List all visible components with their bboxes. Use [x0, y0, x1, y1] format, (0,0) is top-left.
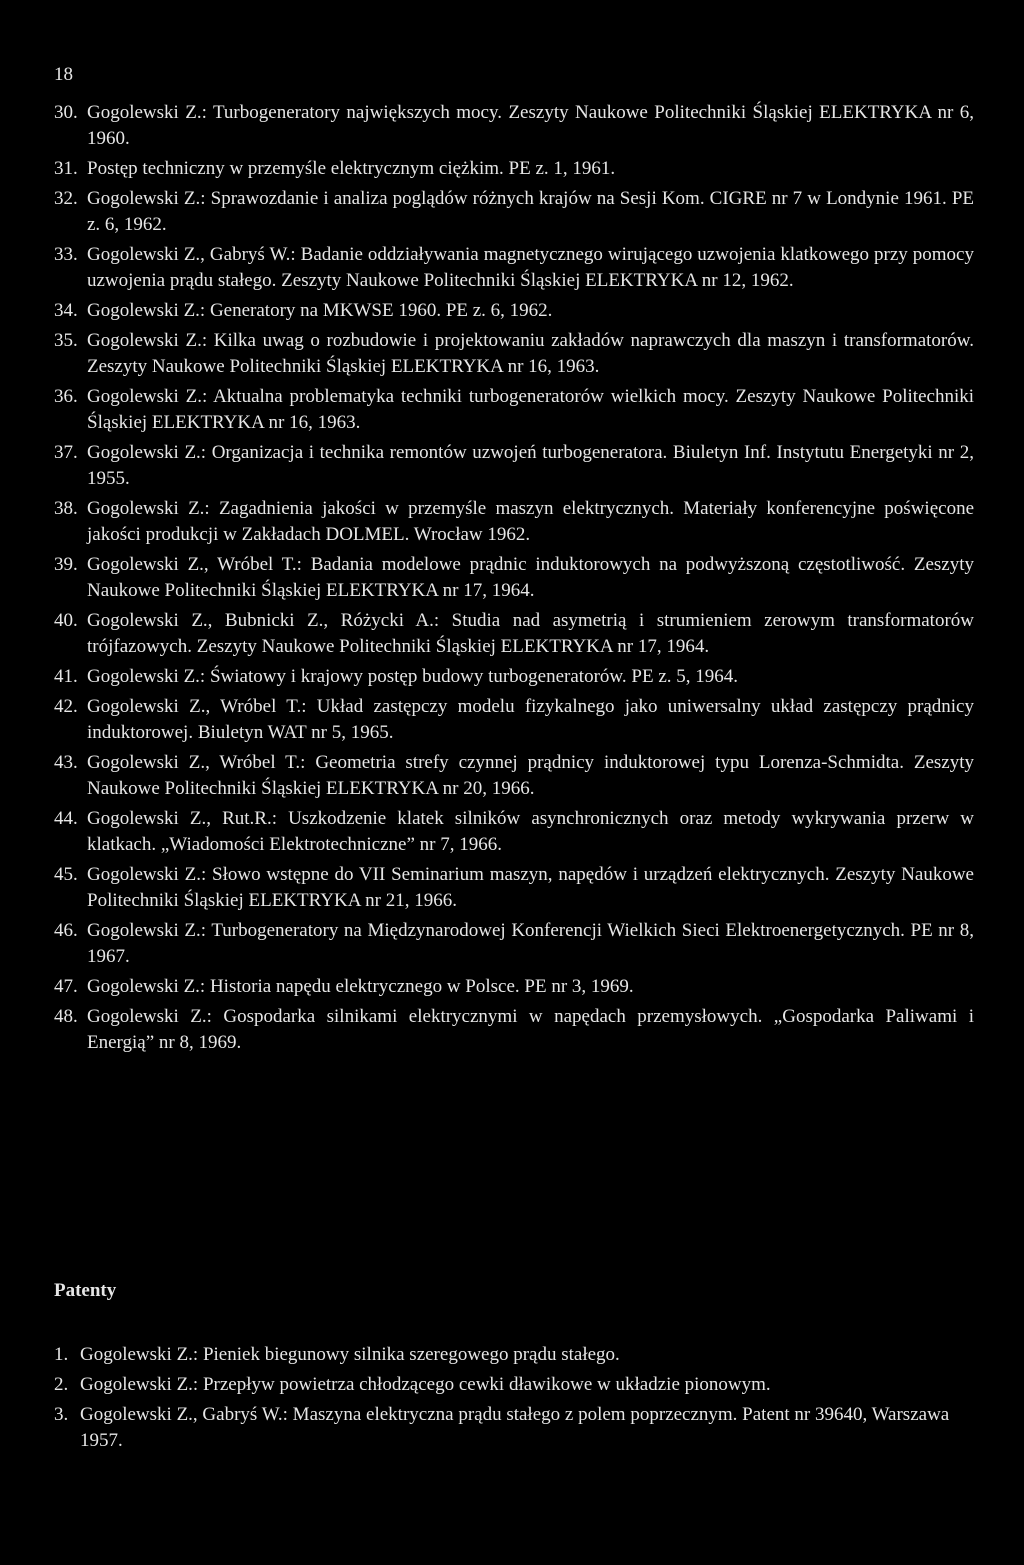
patent-text: Gogolewski Z.: Pieniek biegunowy silnika szeregowego prądu stałego. — [80, 1344, 620, 1365]
reference-text: Gogolewski Z.: Turbogeneratory największych mocy. Zeszyty Naukowe Politechniki Śląskiej ELEKTRYKA nr 6, 1960. — [87, 102, 974, 149]
reference-number: 44. — [54, 808, 78, 829]
reference-text: Gogolewski Z.: Organizacja i technika remontów uzwojeń turbogeneratora. Biuletyn Inf. Instytutu Energetyki nr 2, 1955. — [87, 442, 974, 489]
reference-item — [54, 242, 974, 294]
reference-list — [54, 100, 974, 1060]
reference-number: 30. — [54, 102, 78, 123]
reference-number: 37. — [54, 442, 78, 463]
patent-number: 2. — [54, 1374, 69, 1395]
reference-number: 45. — [54, 864, 78, 885]
patent-number: 1. — [54, 1344, 69, 1365]
reference-item — [54, 750, 974, 802]
reference-number: 39. — [54, 554, 78, 575]
reference-item — [54, 186, 974, 238]
patent-item — [54, 1342, 974, 1368]
reference-number: 41. — [54, 666, 78, 687]
patent-text: Gogolewski Z., Gabryś W.: Maszyna elektryczna prądu stałego z polem poprzecznym. Patent nr 39640, Warszawa 1957. — [80, 1404, 950, 1451]
reference-text: Gogolewski Z., Rut.R.: Uszkodzenie klatek silników asynchronicznych oraz metody wykrywania przerw w klatkach. „Wiadomości Elektrotechniczne” nr 7, 1966. — [87, 808, 974, 855]
reference-item — [54, 552, 974, 604]
reference-number: 31. — [54, 158, 78, 179]
reference-text: Gogolewski Z.: Kilka uwag o rozbudowie i projektowaniu zakładów naprawczych dla maszyn i transformatorów. Zeszyty Naukowe Politechniki Śląskiej ELEKTRYKA nr 16, 1963. — [87, 330, 974, 377]
patents-heading: Patenty — [54, 1280, 117, 1301]
reference-item — [54, 298, 974, 324]
reference-text: Gogolewski Z.: Aktualna problematyka techniki turbogeneratorów wielkich mocy. Zeszyty Naukowe Politechniki Śląskiej ELEKTRYKA nr 16, 1963. — [87, 386, 974, 433]
reference-text: Postęp techniczny w przemyśle elektrycznym ciężkim. PE z. 1, 1961. — [87, 158, 616, 179]
reference-number: 33. — [54, 244, 78, 265]
reference-item — [54, 608, 974, 660]
reference-item — [54, 918, 974, 970]
reference-number: 42. — [54, 696, 78, 717]
reference-item — [54, 664, 974, 690]
reference-number: 43. — [54, 752, 78, 773]
reference-item — [54, 1004, 974, 1056]
reference-text: Gogolewski Z.: Słowo wstępne do VII Seminarium maszyn, napędów i urządzeń elektrycznych. Zeszyty Naukowe Politechniki Śląskiej ELEKTRYKA nr 21, 1966. — [87, 864, 974, 911]
reference-text: Gogolewski Z.: Światowy i krajowy postęp budowy turbogeneratorów. PE z. 5, 1964. — [87, 666, 739, 687]
reference-text: Gogolewski Z., Wróbel T.: Badania modelowe prądnic induktorowych na podwyższoną częstotliwość. Zeszyty Naukowe Politechniki Śląskiej ELEKTRYKA nr 17, 1964. — [87, 554, 974, 601]
reference-item — [54, 328, 974, 380]
reference-item — [54, 156, 974, 182]
reference-text: Gogolewski Z.: Zagadnienia jakości w przemyśle maszyn elektrycznych. Materiały konferencyjne poświęcone jakości produkcji w Zakładach DOLMEL. Wrocław 1962. — [87, 498, 974, 545]
reference-text: Gogolewski Z.: Generatory na MKWSE 1960. PE z. 6, 1962. — [87, 300, 553, 321]
reference-text: Gogolewski Z.: Historia napędu elektrycznego w Polsce. PE nr 3, 1969. — [87, 976, 634, 997]
page-number: 18 — [54, 64, 73, 85]
reference-text: Gogolewski Z., Gabryś W.: Badanie oddziaływania magnetycznego wirującego uzwojenia klatkowego przy pomocy uzwojenia prądu stałego. Zeszyty Naukowe Politechniki Śląskiej ELEKTRYKA nr 12, 1962. — [87, 244, 974, 291]
reference-item — [54, 694, 974, 746]
reference-number: 48. — [54, 1006, 78, 1027]
reference-number: 40. — [54, 610, 78, 631]
reference-text: Gogolewski Z., Bubnicki Z., Różycki A.: Studia nad asymetrią i strumieniem zerowym transformatorów trójfazowych. Zeszyty Naukowe Politechniki Śląskiej ELEKTRYKA nr 17, 1964. — [87, 610, 974, 657]
reference-item — [54, 100, 974, 152]
reference-item — [54, 440, 974, 492]
reference-item — [54, 806, 974, 858]
reference-number: 32. — [54, 188, 78, 209]
reference-item — [54, 496, 974, 548]
patent-item — [54, 1402, 974, 1454]
reference-item — [54, 384, 974, 436]
patent-item — [54, 1372, 974, 1398]
reference-text: Gogolewski Z.: Turbogeneratory na Międzynarodowej Konferencji Wielkich Sieci Elektroenergetycznych. PE nr 8, 1967. — [87, 920, 974, 967]
patent-text: Gogolewski Z.: Przepływ powietrza chłodzącego cewki dławikowe w układzie pionowym. — [80, 1374, 771, 1395]
reference-number: 38. — [54, 498, 78, 519]
reference-text: Gogolewski Z., Wróbel T.: Układ zastępczy modelu fizykalnego jako uniwersalny układ zastępczy prądnicy induktorowej. Biuletyn WAT nr 5, 1965. — [87, 696, 974, 743]
reference-number: 36. — [54, 386, 78, 407]
reference-item — [54, 862, 974, 914]
reference-number: 46. — [54, 920, 78, 941]
reference-text: Gogolewski Z., Wróbel T.: Geometria strefy czynnej prądnicy induktorowej typu Lorenza-Schmidta. Zeszyty Naukowe Politechniki Śląskiej ELEKTRYKA nr 20, 1966. — [87, 752, 974, 799]
patent-number: 3. — [54, 1404, 69, 1425]
reference-text: Gogolewski Z.: Gospodarka silnikami elektrycznymi w napędach przemysłowych. „Gospodarka Paliwami i Energią” nr 8, 1969. — [87, 1006, 974, 1053]
reference-item — [54, 974, 974, 1000]
reference-number: 35. — [54, 330, 78, 351]
reference-number: 47. — [54, 976, 78, 997]
reference-number: 34. — [54, 300, 78, 321]
reference-text: Gogolewski Z.: Sprawozdanie i analiza poglądów różnych krajów na Sesji Kom. CIGRE nr 7 w Londynie 1961. PE z. 6, 1962. — [87, 188, 974, 235]
patent-list — [54, 1342, 974, 1458]
